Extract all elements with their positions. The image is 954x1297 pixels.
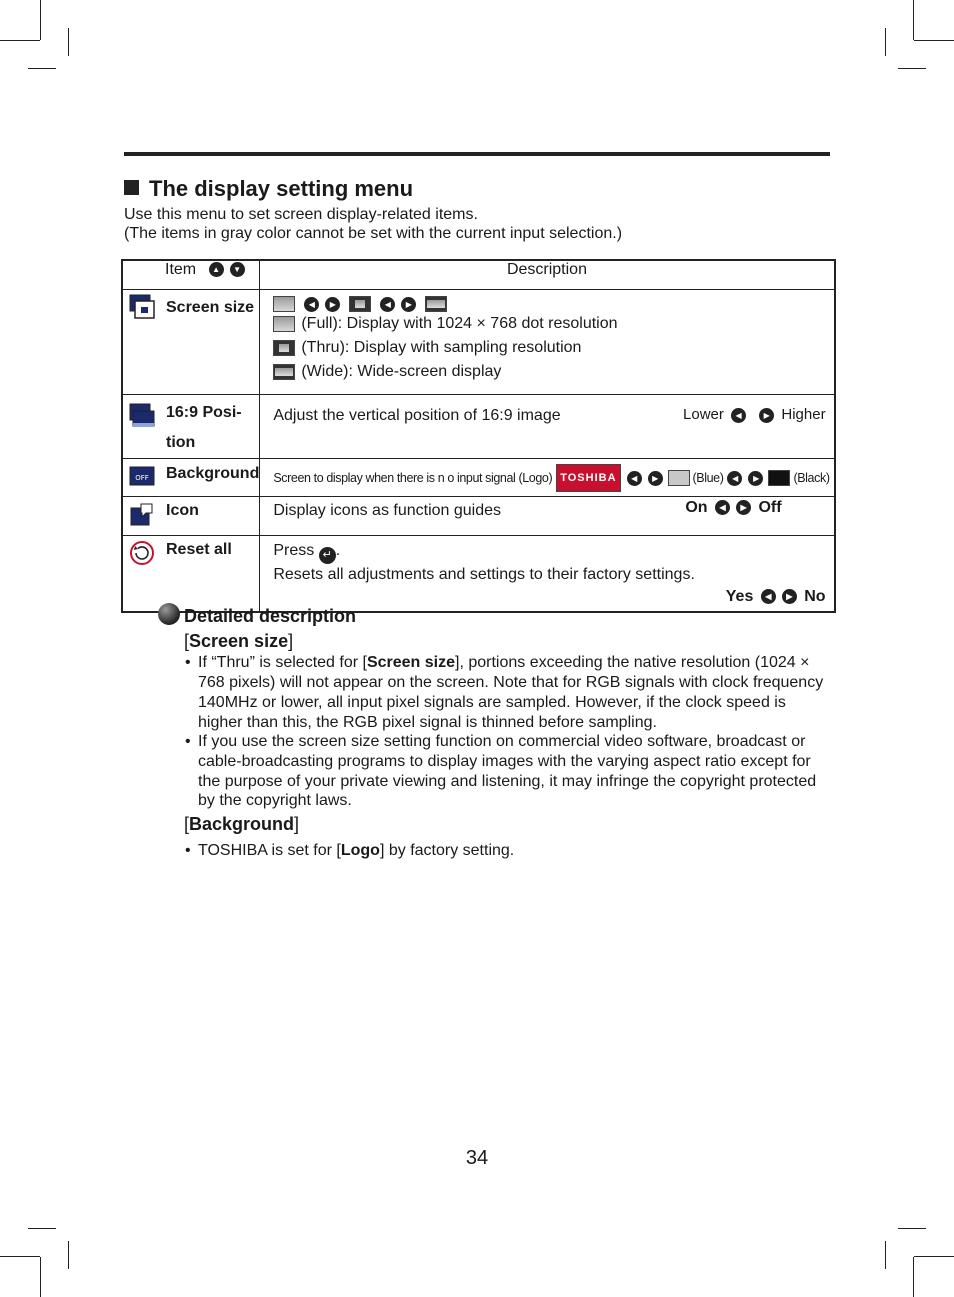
- screen-size-bullets: [158, 653, 830, 811]
- left-arrow-icon[interactable]: ◀: [761, 589, 776, 604]
- full-option-text: (Full): Display with 1024 × 768 dot resolution: [301, 315, 618, 332]
- item-label: Background: [166, 465, 260, 482]
- item-label: Icon: [166, 502, 199, 519]
- press-suffix: .: [335, 542, 341, 559]
- right-arrow-icon[interactable]: ▶: [782, 589, 797, 604]
- item-cell: [122, 290, 260, 395]
- crop-mark: [913, 0, 914, 40]
- crop-mark: [914, 1256, 954, 1257]
- item-cell: [122, 536, 260, 613]
- section-intro: [124, 205, 622, 243]
- blue-label: (Blue): [692, 471, 724, 485]
- description-cell: [260, 290, 835, 395]
- table-header-row: [122, 260, 835, 290]
- detail-heading: Detailed description: [158, 603, 830, 628]
- crop-mark: [914, 40, 954, 41]
- enter-icon[interactable]: ↵: [319, 547, 336, 564]
- lower-label: Lower: [683, 406, 724, 423]
- icon-description: Display icons as function guides: [273, 502, 502, 519]
- intro-line: (The items in gray color cannot be set with the current input selection.): [124, 225, 623, 242]
- item-label: Reset all: [166, 541, 232, 558]
- detailed-description: [158, 603, 830, 860]
- background-selector[interactable]: [260, 459, 833, 496]
- crop-mark: [40, 0, 41, 40]
- black-swatch: [768, 470, 790, 486]
- right-arrow-icon[interactable]: ▶: [759, 408, 774, 423]
- full-option: [273, 312, 825, 336]
- up-arrow-icon: ▲: [209, 262, 224, 277]
- crop-mark: [28, 68, 56, 69]
- table-row-reset-all[interactable]: [122, 536, 835, 613]
- full-mode-icon: [273, 316, 295, 332]
- thru-mode-icon: [273, 340, 295, 356]
- list-item: • TOSHIBA is set for [Logo] by factory setting.: [198, 841, 830, 861]
- description-cell: [260, 497, 835, 536]
- header-item-label: Item: [165, 261, 197, 278]
- left-arrow-icon[interactable]: ◀: [304, 297, 319, 312]
- description-cell: [260, 536, 835, 613]
- page-number: 34: [465, 1147, 489, 1169]
- ball-bullet-icon: [158, 603, 180, 625]
- description-cell: [260, 459, 835, 497]
- thru-option-text: (Thru): Display with sampling resolution: [301, 339, 582, 356]
- right-arrow-icon[interactable]: ▶: [736, 500, 751, 515]
- press-line: [273, 540, 825, 564]
- list-item: • If you use the screen size setting function on commercial video software, broadcast or cable-broadcasting programs to display images with the varying aspect ratio except for the purpose of your private viewing and listening, it may infringe the copyright protected by the copyright laws.: [198, 732, 830, 811]
- header-item-cell: [122, 260, 260, 290]
- table-row-16-9-position[interactable]: [122, 395, 835, 459]
- off-label: Off: [758, 499, 782, 516]
- thru-mode-icon: [349, 296, 371, 312]
- icon-toggle[interactable]: [685, 499, 781, 517]
- position-icon: [129, 403, 155, 429]
- left-arrow-icon[interactable]: ◀: [727, 471, 742, 486]
- item-label: Screen size: [166, 299, 255, 316]
- crop-mark: [913, 1257, 914, 1297]
- screen-size-selector[interactable]: [273, 296, 825, 312]
- list-item: • If “Thru” is selected for [Screen size], portions exceeding the native resolution (1024 × 768 pixels) will not appear on the screen. Note that for RGB signals with clock frequency 140MHz or lower, all input pixel signals are sampled. However, if the clock speed is higher than this, the RGB pixel signal is thinned before sampling.: [198, 653, 830, 732]
- crop-mark: [0, 40, 40, 41]
- table-row-screen-size[interactable]: [122, 290, 835, 395]
- icon-guide-icon: [129, 501, 155, 527]
- off-icon: [129, 464, 155, 490]
- yes-label: Yes: [725, 588, 754, 605]
- press-text: Press: [273, 542, 315, 559]
- full-mode-icon: [273, 296, 295, 312]
- right-arrow-icon[interactable]: ▶: [648, 471, 663, 486]
- item-cell: [122, 497, 260, 536]
- left-arrow-icon[interactable]: ◀: [731, 408, 746, 423]
- position-description: Adjust the vertical position of 16:9 image: [273, 407, 561, 424]
- crop-mark: [885, 1241, 886, 1269]
- header-rule: [124, 152, 830, 156]
- square-bullet-icon: [124, 180, 139, 195]
- reset-description: Resets all adjustments and settings to their factory settings.: [273, 566, 695, 583]
- wide-option-text: (Wide): Wide-screen display: [301, 363, 502, 380]
- higher-label: Higher: [781, 406, 826, 423]
- display-settings-table: [121, 259, 836, 613]
- table-row-icon[interactable]: [122, 497, 835, 536]
- background-subheading: [Background]: [184, 814, 300, 835]
- screen-size-subheading: [Screen size]: [184, 630, 294, 651]
- right-arrow-icon[interactable]: ▶: [325, 297, 340, 312]
- left-arrow-icon[interactable]: ◀: [380, 297, 395, 312]
- item-label: 16:9 Posi- tion: [166, 404, 242, 451]
- header-description-label: Description: [506, 261, 587, 278]
- down-arrow-icon: ▼: [230, 262, 245, 277]
- left-arrow-icon[interactable]: ◀: [627, 471, 642, 486]
- thru-option: [273, 336, 825, 360]
- description-cell: [260, 395, 835, 459]
- table-row-background[interactable]: [122, 459, 835, 497]
- reset-icon: [129, 540, 155, 566]
- section-title: The display setting menu: [124, 176, 413, 202]
- item-cell: [122, 395, 260, 459]
- crop-mark: [885, 28, 886, 56]
- screen-size-icon: [129, 294, 155, 320]
- header-description-cell: [260, 260, 835, 290]
- background-bullets: [158, 841, 830, 861]
- on-label: On: [685, 499, 708, 516]
- crop-mark: [898, 68, 926, 69]
- blue-swatch: [668, 470, 690, 486]
- toshiba-logo: TOSHIBA: [556, 464, 620, 492]
- svg-text:OFF: OFF: [135, 474, 149, 482]
- wide-option: [273, 360, 825, 384]
- crop-mark: [68, 28, 69, 56]
- left-arrow-icon[interactable]: ◀: [715, 500, 730, 515]
- no-label: No: [804, 588, 826, 605]
- crop-mark: [40, 1257, 41, 1297]
- crop-mark: [68, 1241, 69, 1269]
- crop-mark: [0, 1256, 40, 1257]
- background-description: Screen to display when there is n o input signal (Logo): [273, 471, 553, 485]
- wide-mode-icon: [425, 296, 447, 312]
- right-arrow-icon[interactable]: ▶: [748, 471, 763, 486]
- crop-mark: [28, 1228, 56, 1229]
- black-label: (Black): [793, 471, 830, 485]
- item-cell: [122, 459, 260, 497]
- wide-mode-icon: [273, 364, 295, 380]
- intro-line: Use this menu to set screen display-related items.: [124, 206, 478, 223]
- right-arrow-icon[interactable]: ▶: [401, 297, 416, 312]
- crop-mark: [898, 1228, 926, 1229]
- position-adjuster[interactable]: [683, 406, 826, 423]
